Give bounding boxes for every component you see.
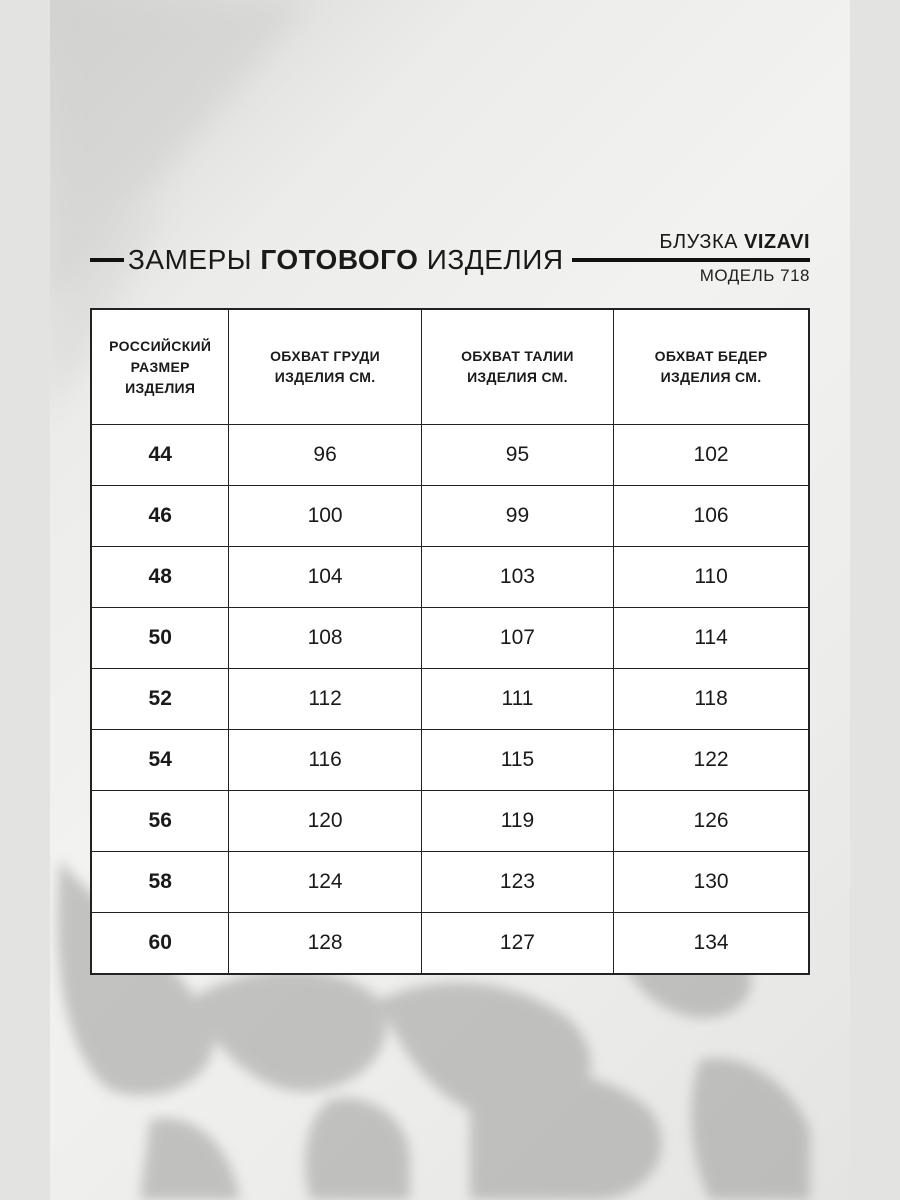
waist-cell: 103: [421, 547, 613, 608]
chest-cell: 128: [229, 913, 421, 975]
table-row: [91, 913, 809, 975]
size-cell: 52: [91, 669, 229, 730]
chest-cell: 108: [229, 608, 421, 669]
model-number: МОДЕЛЬ 718: [699, 266, 810, 285]
size-table: [90, 308, 810, 975]
brand-prefix: БЛУЗКА: [659, 231, 738, 253]
table-row: [91, 730, 809, 791]
product-brand: [659, 231, 810, 254]
header-size: РОССИЙСКИЙ РАЗМЕР ИЗДЕЛИЯ: [91, 309, 229, 425]
table-row: [91, 791, 809, 852]
hips-cell: 134: [614, 913, 809, 975]
chest-cell: 120: [229, 791, 421, 852]
waist-cell: 115: [421, 730, 613, 791]
table-row: [91, 486, 809, 547]
chest-cell: 124: [229, 852, 421, 913]
waist-cell: 107: [421, 608, 613, 669]
page-margin-left: [0, 0, 50, 1200]
size-cell: 44: [91, 425, 229, 486]
hips-cell: 122: [614, 730, 809, 791]
size-cell: 48: [91, 547, 229, 608]
table-header-row: [91, 309, 809, 425]
size-cell: 58: [91, 852, 229, 913]
chest-cell: 100: [229, 486, 421, 547]
waist-cell: 123: [421, 852, 613, 913]
waist-cell: 99: [421, 486, 613, 547]
header-chest: ОБХВАТ ГРУДИ ИЗДЕЛИЯ СМ.: [229, 309, 421, 425]
waist-cell: 119: [421, 791, 613, 852]
table-row: [91, 669, 809, 730]
title-word-1: ЗАМЕРЫ: [128, 244, 253, 275]
title-text: [128, 244, 564, 276]
hips-cell: 118: [614, 669, 809, 730]
hips-cell: 130: [614, 852, 809, 913]
size-cell: 46: [91, 486, 229, 547]
table-row: [91, 852, 809, 913]
header-hips: ОБХВАТ БЕДЕР ИЗДЕЛИЯ СМ.: [614, 309, 809, 425]
brand-name: VIZAVI: [744, 231, 810, 253]
waist-cell: 95: [421, 425, 613, 486]
chest-cell: 104: [229, 547, 421, 608]
chest-cell: 116: [229, 730, 421, 791]
title-rule-left: [90, 258, 124, 262]
page-title: [90, 240, 564, 280]
title-word-bold: ГОТОВОГО: [260, 244, 419, 275]
hips-cell: 110: [614, 547, 809, 608]
table-body: [91, 425, 809, 975]
hips-cell: 114: [614, 608, 809, 669]
table-row: [91, 608, 809, 669]
title-rule-right: [572, 258, 810, 262]
page-margin-right: [850, 0, 900, 1200]
title-word-3: ИЗДЕЛИЯ: [426, 244, 564, 275]
size-cell: 50: [91, 608, 229, 669]
chest-cell: 96: [229, 425, 421, 486]
waist-cell: 111: [421, 669, 613, 730]
hips-cell: 106: [614, 486, 809, 547]
size-cell: 60: [91, 913, 229, 975]
hips-cell: 102: [614, 425, 809, 486]
size-cell: 54: [91, 730, 229, 791]
table-row: [91, 425, 809, 486]
size-cell: 56: [91, 791, 229, 852]
waist-cell: 127: [421, 913, 613, 975]
chest-cell: 112: [229, 669, 421, 730]
hips-cell: 126: [614, 791, 809, 852]
header-waist: ОБХВАТ ТАЛИИ ИЗДЕЛИЯ СМ.: [421, 309, 613, 425]
table-row: [91, 547, 809, 608]
